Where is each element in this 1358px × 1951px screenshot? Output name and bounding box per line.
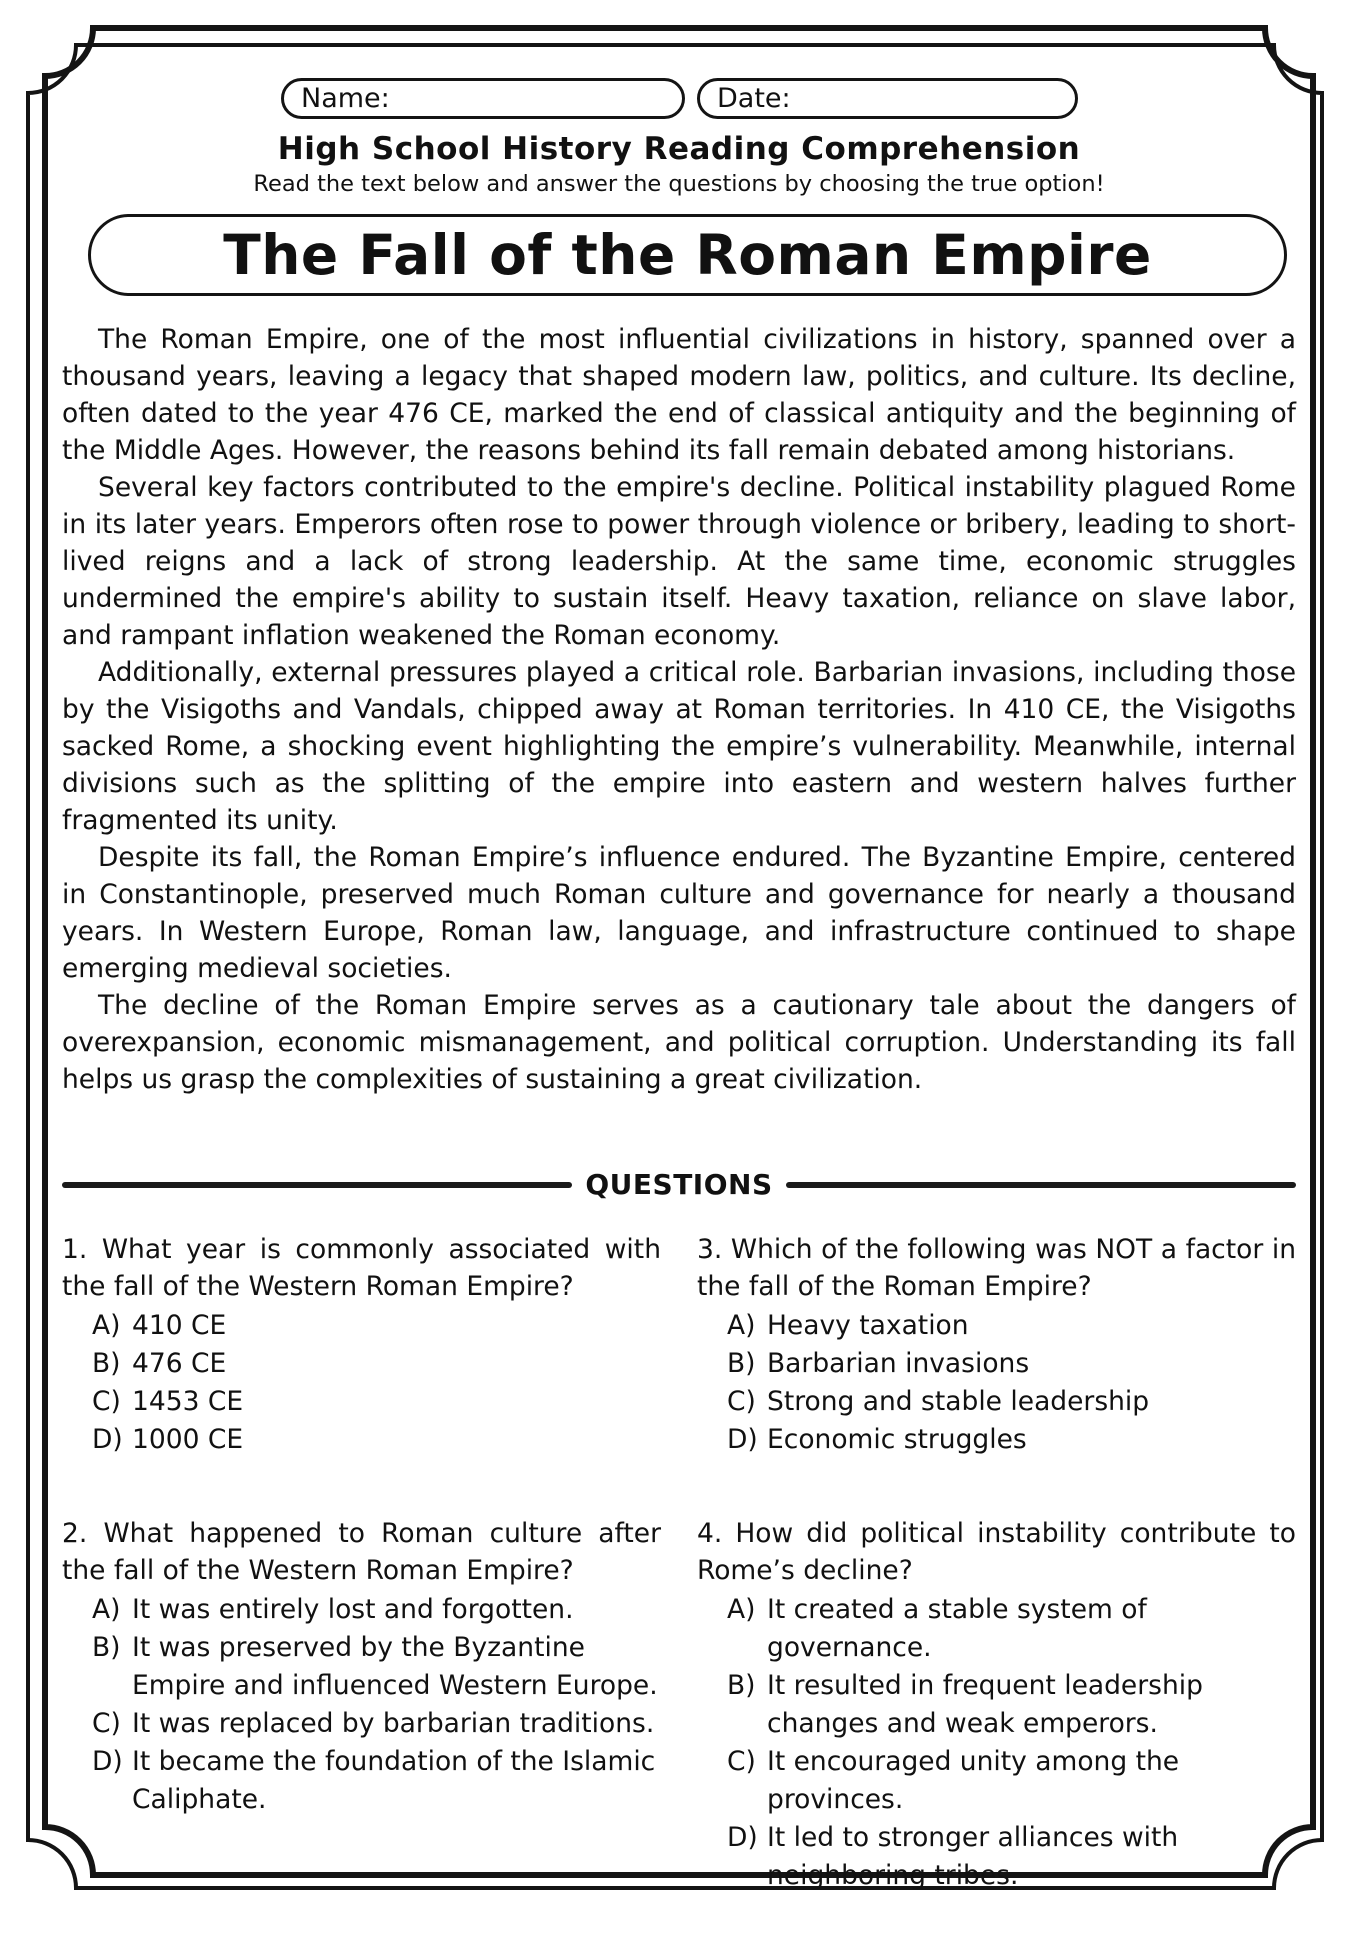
option-text: 1453 CE [132, 1386, 244, 1417]
option-marker: C) [727, 1746, 756, 1777]
question-block-2 [62, 1515, 661, 1819]
option-marker: D) [727, 1424, 758, 1455]
option-marker: D) [727, 1822, 758, 1853]
option-marker: C) [92, 1386, 121, 1417]
option-text: It led to stronger alliances with neighboring tribes. [767, 1822, 1179, 1891]
passage-paragraph: Several key factors contributed to the empire's decline. Political instability plagued Rome in its later years. Emperors often rose to power through violence or bribery, leading to short-lived reigns and a lack of strong leadership. At the same time, economic struggles undermined the empire's ability to sustain itself. Heavy taxation, reliance on slave labor, and rampant inflation weakened the Roman economy. [62, 472, 1296, 651]
options-list [727, 1307, 1296, 1459]
option-row[interactable] [727, 1383, 1296, 1421]
option-row[interactable] [92, 1743, 661, 1819]
passage-title-box [88, 214, 1287, 296]
options-list [727, 1591, 1296, 1895]
option-marker: C) [92, 1708, 121, 1739]
option-text: Heavy taxation [767, 1310, 969, 1341]
option-text: 410 CE [132, 1310, 227, 1341]
question-text: 3. Which of the following was NOT a factor in the fall of the Roman Empire? [697, 1234, 1296, 1302]
option-marker: D) [92, 1424, 123, 1455]
worksheet-heading: High School History Reading Comprehension [277, 131, 1081, 167]
option-row[interactable] [727, 1591, 1296, 1667]
question-number: 2. [62, 1518, 88, 1549]
header-fields [62, 78, 1296, 120]
question-text: 2. What happened to Roman culture after the fall of the Western Roman Empire? [62, 1518, 661, 1586]
option-row[interactable] [92, 1345, 661, 1383]
option-marker: D) [92, 1746, 123, 1777]
question-block-4 [697, 1515, 1296, 1895]
options-list [92, 1591, 661, 1819]
option-text: Barbarian invasions [767, 1348, 1030, 1379]
option-text: It was entirely lost and forgotten. [132, 1594, 574, 1625]
option-row[interactable] [727, 1743, 1296, 1819]
option-row[interactable] [92, 1383, 661, 1421]
option-row[interactable] [92, 1421, 661, 1459]
questions-heading: QUESTIONS [585, 1168, 773, 1201]
reading-passage [62, 321, 1296, 1098]
worksheet-subtitle: Read the text below and answer the questions by choosing the true option! [253, 171, 1105, 197]
passage-paragraph: The decline of the Roman Empire serves as a cautionary tale about the dangers of overexpansion, economic mismanagement, and political corruption. Understanding its fall helps us grasp the complexities of sustaining a great civilization. [62, 990, 1296, 1095]
question-block-1 [62, 1231, 661, 1459]
option-text: 476 CE [132, 1348, 227, 1379]
question-block-3 [697, 1231, 1296, 1459]
option-marker: B) [92, 1348, 121, 1379]
option-marker: A) [727, 1310, 756, 1341]
option-marker: A) [92, 1310, 121, 1341]
option-text: It was preserved by the Byzantine Empire and influenced Western Europe. [132, 1632, 658, 1701]
option-marker: C) [727, 1386, 756, 1417]
option-text: It resulted in frequent leadership changes and weak emperors. [767, 1670, 1203, 1739]
option-text: It encouraged unity among the provinces. [767, 1746, 1180, 1815]
option-text: Economic struggles [767, 1424, 1027, 1455]
option-row[interactable] [727, 1345, 1296, 1383]
option-text: Strong and stable leadership [767, 1386, 1150, 1417]
option-text: It was replaced by barbarian traditions. [132, 1708, 655, 1739]
question-text: 1. What year is commonly associated with the fall of the Western Roman Empire? [62, 1234, 661, 1302]
option-text: 1000 CE [132, 1424, 244, 1455]
passage-title: The Fall of the Roman Empire [223, 223, 1152, 287]
option-row[interactable] [92, 1629, 661, 1705]
question-number: 1. [62, 1234, 88, 1265]
option-row[interactable] [727, 1307, 1296, 1345]
option-text: It became the foundation of the Islamic Caliphate. [132, 1746, 656, 1815]
name-label: Name: [301, 83, 390, 114]
divider-line-right [786, 1182, 1296, 1188]
option-marker: A) [92, 1594, 121, 1625]
option-marker: B) [727, 1348, 756, 1379]
passage-paragraph: Despite its fall, the Roman Empire’s influence endured. The Byzantine Empire, centered in Constantinople, preserved much Roman culture and governance for nearly a thousand years. In Western Europe, Roman law, language, and infrastructure continued to shape emerging medieval societies. [62, 842, 1296, 984]
questions-divider [62, 1168, 1296, 1201]
option-marker: B) [92, 1632, 121, 1663]
passage-paragraph: The Roman Empire, one of the most influential civilizations in history, spanned over a thousand years, leaving a legacy that shaped modern law, politics, and culture. Its decline, often dated to the year 476 CE, marked the end of classical antiquity and the beginning of the Middle Ages. However, the reasons behind its fall remain debated among historians. [62, 324, 1296, 466]
questions-column-right [697, 1231, 1296, 1951]
passage-paragraph: Additionally, external pressures played a critical role. Barbarian invasions, including those by the Visigoths and Vandals, chipped away at Roman territories. In 410 CE, the Visigoths sacked Rome, a shocking event highlighting the empire’s vulnerability. Meanwhile, internal divisions such as the splitting of the empire into eastern and western halves further fragmented its unity. [62, 657, 1296, 836]
option-row[interactable] [92, 1705, 661, 1743]
date-label: Date: [717, 83, 791, 114]
option-row[interactable] [92, 1307, 661, 1345]
option-row[interactable] [727, 1667, 1296, 1743]
questions-columns [62, 1231, 1296, 1951]
option-marker: B) [727, 1670, 756, 1701]
question-text: 4. How did political instability contribute to Rome’s decline? [697, 1518, 1296, 1586]
questions-column-left [62, 1231, 661, 1951]
option-marker: A) [727, 1594, 756, 1625]
worksheet-content [62, 78, 1296, 1951]
divider-line-left [62, 1182, 572, 1188]
name-field[interactable] [281, 78, 685, 119]
option-row[interactable] [727, 1421, 1296, 1459]
option-row[interactable] [727, 1819, 1296, 1895]
option-text: It created a stable system of governance. [767, 1594, 1147, 1663]
question-number: 3. [697, 1234, 723, 1265]
date-field[interactable] [697, 78, 1078, 119]
question-number: 4. [697, 1518, 723, 1549]
option-row[interactable] [92, 1591, 661, 1629]
options-list [92, 1307, 661, 1459]
